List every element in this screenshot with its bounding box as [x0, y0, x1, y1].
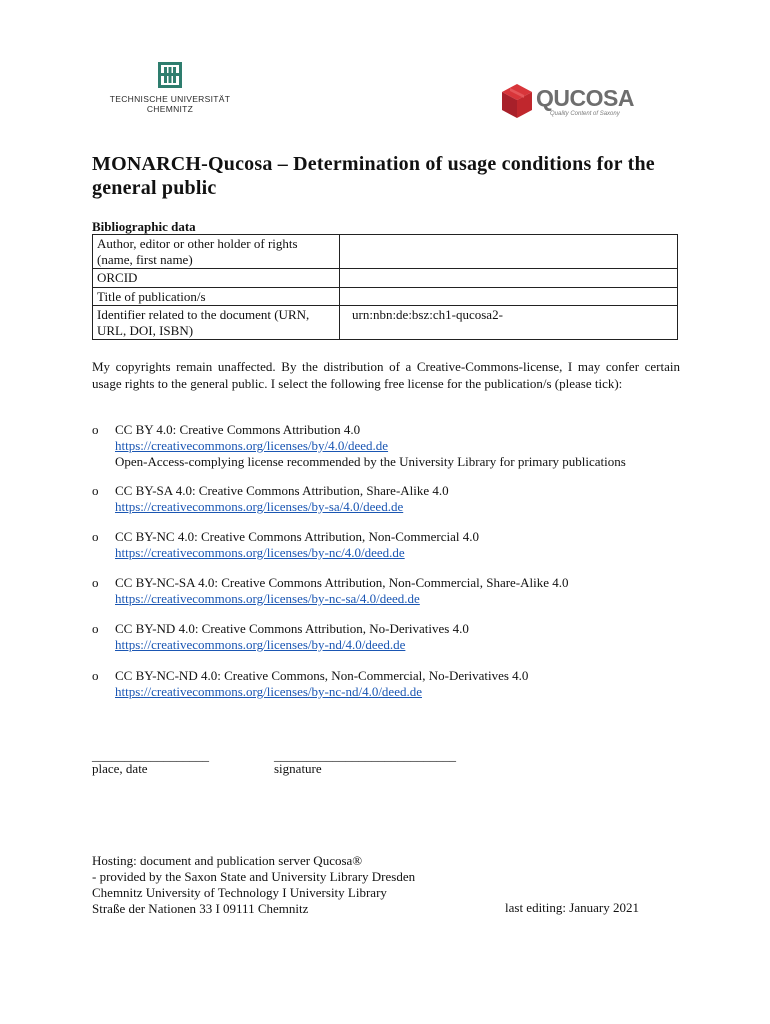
footer-line: Chemnitz University of Technology I University Library [92, 885, 387, 900]
row-label: Title of publication/s [93, 287, 340, 306]
license-link[interactable]: https://creativecommons.org/licenses/by-sa/4.0/deed.de [115, 499, 404, 514]
row-value[interactable] [340, 235, 678, 269]
tu-logo-line1: TECHNISCHE UNIVERSITÄT [109, 94, 231, 104]
tu-chemnitz-logo [100, 62, 240, 114]
place-date-label: place, date [92, 761, 148, 776]
qucosa-tagline: Quality Content of Saxony [550, 111, 620, 117]
license-note: Open-Access-complying license recommended by the University Library for primary publications [115, 454, 626, 469]
checkbox-circle[interactable]: o [92, 575, 99, 590]
license-link[interactable]: https://creativecommons.org/licenses/by-nc/4.0/deed.de [115, 545, 405, 560]
place-date-line[interactable]: __________________ [92, 748, 209, 763]
footer-line: Straße der Nationen 33 I 09111 Chemnitz [92, 901, 309, 916]
license-name: CC BY-NC-ND 4.0: Creative Commons, Non-Commercial, No-Derivatives 4.0 [115, 668, 529, 683]
table-row [93, 235, 678, 269]
qucosa-cube-icon [500, 82, 534, 120]
row-value[interactable] [340, 287, 678, 306]
tu-chemnitz-emblem-icon [158, 62, 182, 88]
row-label: ORCID [93, 269, 340, 288]
footer-address [92, 853, 415, 917]
checkbox-circle[interactable]: o [92, 621, 99, 636]
table-row [93, 269, 678, 288]
license-name: CC BY-NC 4.0: Creative Commons Attribution, Non-Commercial 4.0 [115, 529, 479, 544]
qucosa-logo [500, 82, 640, 124]
footer-line: - provided by the Saxon State and University Library Dresden [92, 869, 416, 884]
row-value[interactable] [340, 269, 678, 288]
license-name: CC BY-ND 4.0: Creative Commons Attribution, No-Derivatives 4.0 [115, 621, 469, 636]
last-editing-date: last editing: January 2021 [505, 900, 639, 915]
qucosa-wordmark: QUCOSA [536, 85, 634, 111]
license-option-cc-by-nc-sa[interactable] [92, 575, 692, 607]
row-label: Identifier related to the document (URN, URL, DOI, ISBN) [93, 306, 340, 340]
license-name: CC BY-NC-SA 4.0: Creative Commons Attribution, Non-Commercial, Share-Alike 4.0 [115, 575, 569, 590]
checkbox-circle[interactable]: o [92, 668, 99, 683]
license-name: CC BY 4.0: Creative Commons Attribution 4.0 [115, 422, 361, 437]
checkbox-circle[interactable]: o [92, 422, 99, 437]
row-value[interactable]: urn:nbn:de:bsz:ch1-qucosa2- [340, 306, 678, 340]
checkbox-circle[interactable]: o [92, 529, 99, 544]
bibliographic-heading: Bibliographic data [92, 219, 196, 234]
document-title: MONARCH-Qucosa – Determination of usage conditions for the general public [92, 153, 655, 199]
row-label: Author, editor or other holder of rights (name, first name) [93, 235, 340, 269]
license-option-cc-by[interactable] [92, 422, 692, 470]
license-option-cc-by-nc-nd[interactable] [92, 668, 692, 700]
license-link[interactable]: https://creativecommons.org/licenses/by-nc-nd/4.0/deed.de [115, 684, 422, 699]
bibliographic-table [92, 234, 678, 340]
signature-line[interactable]: ____________________________ [274, 748, 456, 763]
license-option-cc-by-sa[interactable] [92, 483, 692, 515]
license-option-cc-by-nc[interactable] [92, 529, 692, 561]
tu-logo-line2: CHEMNITZ [146, 104, 194, 114]
signature-label: signature [274, 761, 322, 776]
license-link[interactable]: https://creativecommons.org/licenses/by/4.0/deed.de [115, 438, 389, 453]
license-link[interactable]: https://creativecommons.org/licenses/by-nc-sa/4.0/deed.de [115, 591, 420, 606]
table-row [93, 287, 678, 306]
license-option-cc-by-nd[interactable] [92, 621, 692, 653]
checkbox-circle[interactable]: o [92, 483, 99, 498]
footer-line: Hosting: document and publication server Qucosa® [92, 853, 363, 868]
license-name: CC BY-SA 4.0: Creative Commons Attribution, Share-Alike 4.0 [115, 483, 449, 498]
intro-paragraph: My copyrights remain unaffected. By the distribution of a Creative-Commons-license, I may confer certain usage rights to the general public. I select the following free license for the publication/s (please tick): [92, 359, 680, 391]
table-row [93, 306, 678, 340]
license-link[interactable]: https://creativecommons.org/licenses/by-nd/4.0/deed.de [115, 637, 406, 652]
